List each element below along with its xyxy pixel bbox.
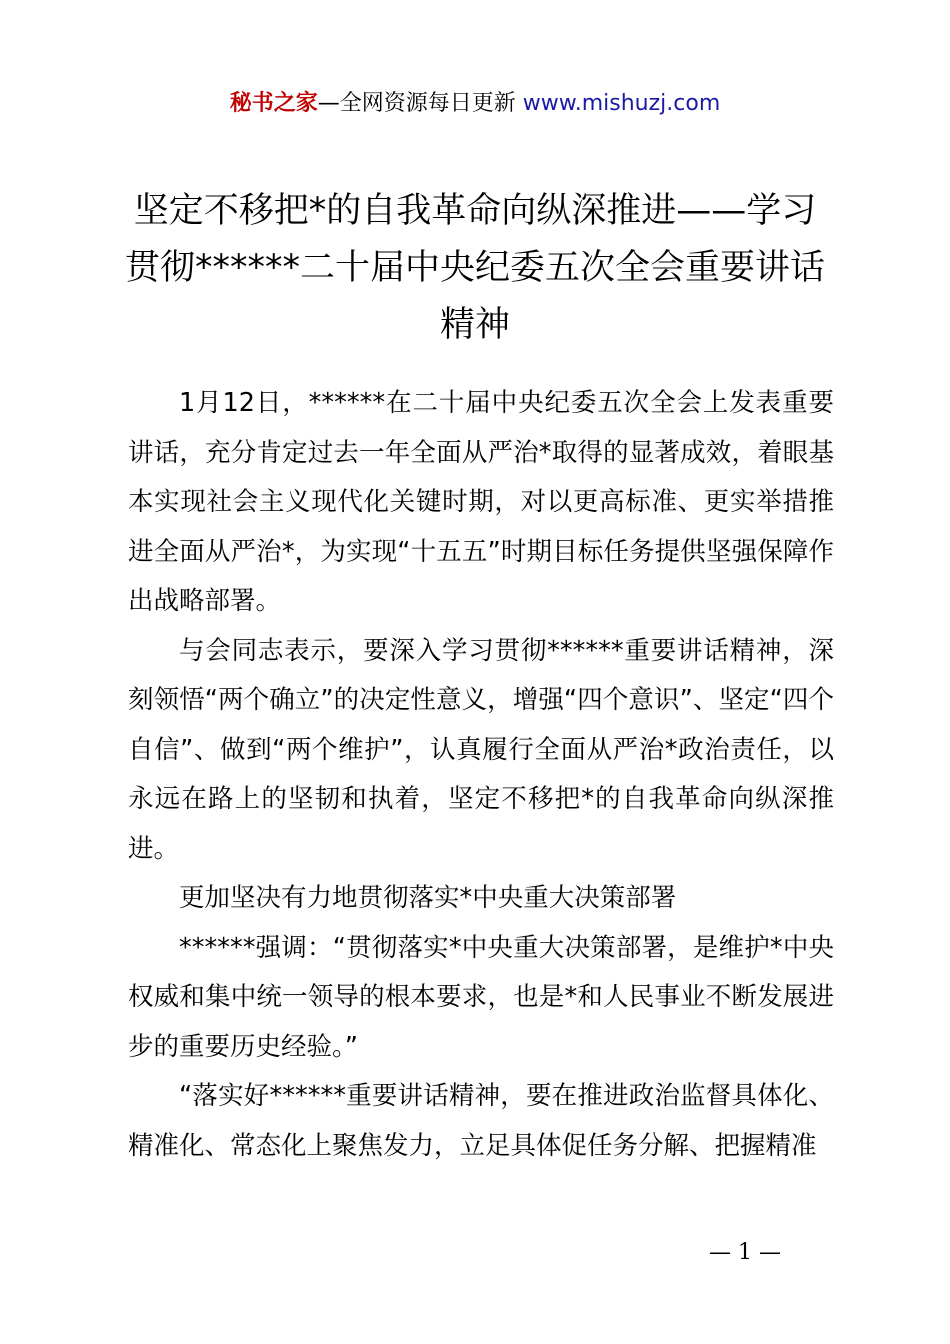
- document-title: [118, 183, 832, 354]
- paragraph-4: “落实好******重要讲话精神，要在推进政治监督具体化、精准化、常态化上聚焦发力，立足具体促任务分解、把握精准: [128, 1081, 834, 1161]
- paragraph-1: 1月12日，******在二十届中央纪委五次全会上发表重要讲话，充分肯定过去一年全面从严治*取得的显著成效，着眼基本实现社会主义现代化关键时期，对以更高标准、更实举措推进全面从严治*，为实现“十五五”时期目标任务提供坚强保障作出战略部署。: [128, 388, 834, 616]
- title-line-2: 贯彻******二十届中央纪委五次全会重要讲话: [124, 248, 825, 288]
- banner-tagline: —全网资源每日更新: [317, 91, 523, 116]
- title-line-3: 精神: [439, 305, 510, 345]
- document-body: [128, 379, 834, 1171]
- section-heading: 更加坚决有力地贯彻落实*中央重大决策部署: [179, 883, 677, 913]
- paragraph-3: ******强调：“贯彻落实*中央重大决策部署，是维护*中央权威和集中统一领导的根本要求，也是*和人民事业不断发展进步的重要历史经验。”: [128, 932, 834, 1062]
- site-banner: [0, 88, 950, 120]
- page-number: — 1 —: [709, 1240, 781, 1265]
- brand-name: 秘书之家: [229, 91, 318, 116]
- title-line-1: 坚定不移把*的自我革命向纵深推进——学习: [133, 191, 817, 231]
- site-url-link[interactable]: www.mishuzj.com: [522, 91, 721, 116]
- paragraph-2: 与会同志表示，要深入学习贯彻******重要讲话精神，深刻领悟“两个确立”的决定性意义，增强“四个意识”、坚定“四个自信”、做到“两个维护”，认真履行全面从严治*政治责任，以永远在路上的坚韧和执着，坚定不移把*的自我革命向纵深推进。: [128, 635, 834, 864]
